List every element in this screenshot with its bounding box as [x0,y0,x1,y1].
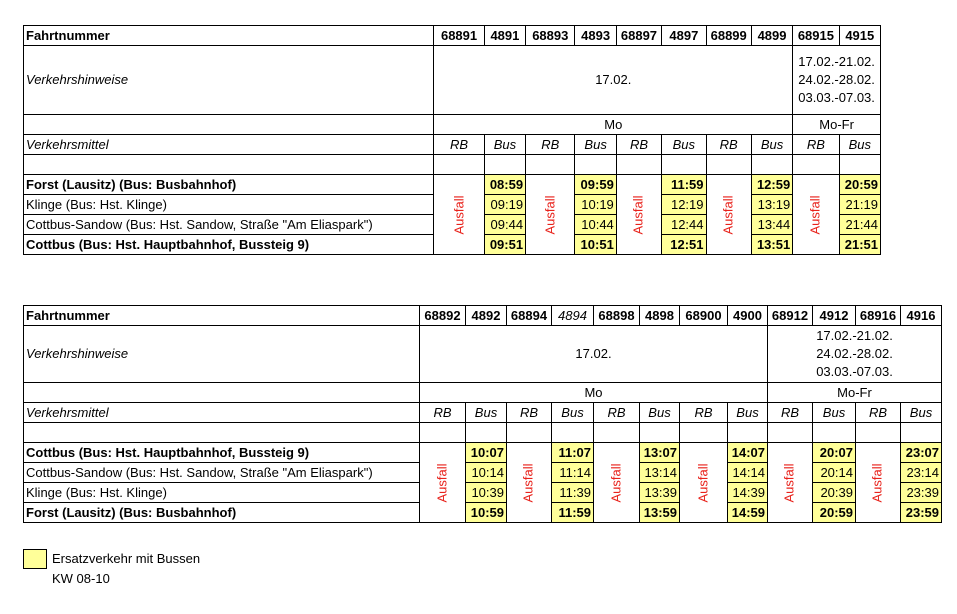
time-cell: 13:44 [751,215,792,235]
stop-name: Forst (Lausitz) (Bus: Busbahnhof) [24,503,420,523]
time-cell: 20:39 [813,483,856,503]
ausfall-cell [420,443,466,523]
train-number: 68916 [856,306,901,326]
time-cell: 13:39 [640,483,680,503]
train-number: 68900 [680,306,728,326]
date-range: 24.02.-28.02. [816,346,893,361]
time-cell: 23:14 [901,463,942,483]
train-number: 4898 [640,306,680,326]
empty-cell [24,115,434,135]
train-number: 4916 [901,306,942,326]
time-cell: 10:44 [575,215,616,235]
time-cell: 13:19 [751,195,792,215]
time-cell: 20:14 [813,463,856,483]
verkehrsmittel-row [24,403,942,423]
mode: Bus [575,135,616,155]
verkehrsmittel-row [24,135,881,155]
time-cell: 12:59 [751,175,792,195]
fahrtnummer-label: Fahrtnummer [24,26,434,46]
time-cell: 13:59 [640,503,680,523]
ausfall-label: Ausfall [807,194,823,235]
tage-mo: Mo [420,383,768,403]
ausfall-cell [507,443,552,523]
stop-name: Cottbus (Bus: Hst. Hauptbahnhof, Bussteig 9) [24,235,434,255]
hinweise-date: 17.02. [434,46,793,115]
train-number: 4912 [813,306,856,326]
time-cell: 10:59 [466,503,507,523]
train-number: 4892 [466,306,507,326]
time-cell: 10:51 [575,235,616,255]
mode: RB [768,403,813,423]
ausfall-cell [793,175,839,255]
ausfall-label: Ausfall [434,462,450,503]
train-number: 68894 [507,306,552,326]
timetable-cottbus-forst [23,305,942,523]
mode: RB [680,403,728,423]
time-cell: 13:14 [640,463,680,483]
tage-row [24,383,942,403]
spacer-row [24,423,942,443]
tage-mo-fr: Mo-Fr [793,115,881,135]
stop-name: Cottbus-Sandow (Bus: Hst. Sandow, Straße "Am Eliaspark") [24,215,434,235]
hinweise-row [24,326,942,383]
time-cell: 20:07 [813,443,856,463]
time-cell: 10:39 [466,483,507,503]
train-number: 4900 [728,306,768,326]
train-number: 68898 [594,306,640,326]
mode: RB [616,135,661,155]
time-cell: 12:51 [662,235,706,255]
time-cell: 10:14 [466,463,507,483]
mode: Bus [662,135,706,155]
ausfall-cell [526,175,575,255]
verkehrshinweise-label: Verkehrshinweise [24,326,420,383]
time-cell: 10:19 [575,195,616,215]
time-cell: 09:19 [484,195,525,215]
time-cell: 09:44 [484,215,525,235]
time-cell: 14:07 [728,443,768,463]
date-range: 17.02.-21.02. [798,54,875,69]
ausfall-cell [768,443,813,523]
ausfall-label: Ausfall [542,194,558,235]
time-cell: 13:51 [751,235,792,255]
mode: RB [507,403,552,423]
hinweise-row [24,46,881,115]
time-cell: 21:51 [839,235,880,255]
train-number: 68915 [793,26,839,46]
ausfall-cell [680,443,728,523]
ausfall-label: Ausfall [720,194,736,235]
stop-row [24,175,881,195]
stop-name: Klinge (Bus: Hst. Klinge) [24,483,420,503]
legend-swatch [23,549,47,569]
tage-row [24,115,881,135]
legend-kw: KW 08-10 [52,571,110,586]
time-cell: 12:19 [662,195,706,215]
stop-row [24,443,942,463]
train-number: 4891 [484,26,525,46]
stop-name: Cottbus (Bus: Hst. Hauptbahnhof, Bussteig 9) [24,443,420,463]
time-cell: 14:59 [728,503,768,523]
time-cell: 09:59 [575,175,616,195]
time-cell: 09:51 [484,235,525,255]
mode: Bus [552,403,594,423]
ausfall-label: Ausfall [870,462,885,503]
mode: Bus [751,135,792,155]
mode: RB [856,403,901,423]
train-number: 68892 [420,306,466,326]
ausfall-cell [706,175,751,255]
mode: Bus [484,135,525,155]
mode: RB [434,135,484,155]
ausfall-label: Ausfall [695,462,711,503]
date-range: 03.03.-07.03. [816,364,893,379]
spacer-row [24,155,881,175]
mode: Bus [466,403,507,423]
verkehrsmittel-label: Verkehrsmittel [24,403,420,423]
empty-cell [24,383,420,403]
mode: RB [526,135,575,155]
train-number: 68899 [706,26,751,46]
ausfall-cell [616,175,661,255]
legend-label: Ersatzverkehr mit Bussen [52,551,201,566]
time-cell: 21:44 [839,215,880,235]
date-range: 03.03.-07.03. [798,90,875,105]
stop-name: Forst (Lausitz) (Bus: Busbahnhof) [24,175,434,195]
date-range: 17.02.-21.02. [816,328,893,343]
mode: Bus [640,403,680,423]
ausfall-label: Ausfall [608,462,624,503]
train-number: 68912 [768,306,813,326]
tage-mo: Mo [434,115,793,135]
time-cell: 20:59 [839,175,880,195]
time-cell: 23:07 [901,443,942,463]
hinweise-date: 17.02. [420,326,768,383]
train-number: 68893 [526,26,575,46]
train-number: 68891 [434,26,484,46]
time-cell: 11:14 [552,463,594,483]
time-cell: 11:59 [662,175,706,195]
train-number-row [24,26,881,46]
ausfall-label: Ausfall [782,462,797,503]
time-cell: 12:44 [662,215,706,235]
ausfall-cell [856,443,901,523]
time-cell: 14:14 [728,463,768,483]
time-cell: 11:07 [552,443,594,463]
hinweise-date-ranges [768,326,942,383]
time-cell: 21:19 [839,195,880,215]
time-cell: 08:59 [484,175,525,195]
time-cell: 23:59 [901,503,942,523]
time-cell: 11:39 [552,483,594,503]
time-cell: 11:59 [552,503,594,523]
ausfall-label: Ausfall [451,194,467,235]
stop-name: Cottbus-Sandow (Bus: Hst. Sandow, Straße "Am Eliaspark") [24,463,420,483]
mode: Bus [813,403,856,423]
stop-name: Klinge (Bus: Hst. Klinge) [24,195,434,215]
timetable-forst-cottbus [23,25,881,255]
ausfall-label: Ausfall [521,462,536,503]
verkehrshinweise-label: Verkehrshinweise [24,46,434,115]
verkehrsmittel-label: Verkehrsmittel [24,135,434,155]
train-number: 4894 [552,306,594,326]
ausfall-cell [594,443,640,523]
mode: Bus [901,403,942,423]
mode: Bus [728,403,768,423]
time-cell: 23:39 [901,483,942,503]
train-number: 4897 [662,26,706,46]
fahrtnummer-label: Fahrtnummer [24,306,420,326]
hinweise-date-ranges [793,46,881,115]
ausfall-cell [434,175,484,255]
mode: Bus [839,135,880,155]
train-number: 4915 [839,26,880,46]
mode: RB [793,135,839,155]
tage-mo-fr: Mo-Fr [768,383,942,403]
mode: RB [594,403,640,423]
ausfall-label: Ausfall [630,194,646,235]
train-number: 4899 [751,26,792,46]
time-cell: 20:59 [813,503,856,523]
train-number: 4893 [575,26,616,46]
time-cell: 10:07 [466,443,507,463]
date-range: 24.02.-28.02. [798,72,875,87]
time-cell: 13:07 [640,443,680,463]
mode: RB [420,403,466,423]
train-number-row [24,306,942,326]
time-cell: 14:39 [728,483,768,503]
mode: RB [706,135,751,155]
train-number: 68897 [616,26,661,46]
